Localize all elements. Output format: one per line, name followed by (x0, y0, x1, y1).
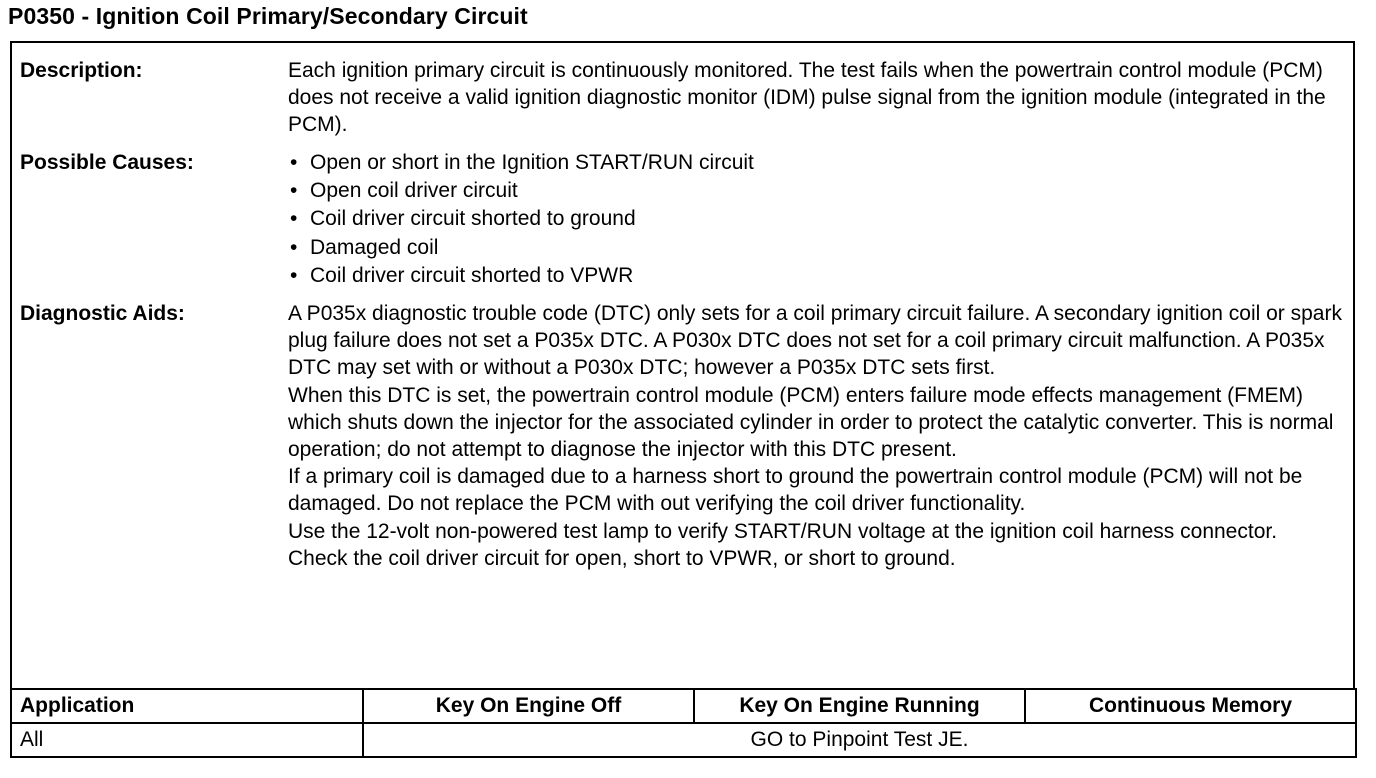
page-title: P0350 - Ignition Coil Primary/Secondary Circuit (8, 3, 528, 29)
list-item (288, 234, 1348, 262)
table-header-row (11, 689, 1356, 723)
column-header-continuous-memory: Continuous Memory (1025, 689, 1356, 723)
table-row (11, 723, 1356, 757)
column-header-koeo: Key On Engine Off (363, 689, 694, 723)
bullet-icon: • (290, 263, 298, 287)
possible-causes-list (288, 149, 1348, 290)
application-cell: All (11, 723, 363, 757)
column-header-koer: Key On Engine Running (694, 689, 1025, 723)
description-label: Description: (20, 59, 143, 82)
action-cell: GO to Pinpoint Test JE. (363, 723, 1356, 757)
description-text (288, 57, 1348, 139)
diagnostic-aids-paragraph: Check the coil driver circuit for open, short to VPWR, or short to ground. (288, 546, 956, 570)
possible-causes-list-wrap (288, 149, 1348, 290)
list-item-text: Open or short in the Ignition START/RUN circuit (310, 151, 754, 174)
bullet-icon: • (290, 235, 298, 259)
bullet-icon: • (290, 151, 298, 174)
diagnostic-aids-paragraph: If a primary coil is damaged due to a harness short to ground the powertrain control module (PCM) will not be damaged. Do not replace the PCM with out verifying the coil driver functionality. (288, 465, 1303, 516)
diagnostic-aids-paragraph: Use the 12-volt non-powered test lamp to verify START/RUN voltage at the ignition coil harness connector. (288, 519, 1278, 543)
column-header-application: Application (11, 689, 363, 723)
list-item-text: Coil driver circuit shorted to ground (310, 207, 636, 231)
list-item-text: Coil driver circuit shorted to VPWR (310, 263, 634, 287)
diagnostic-aids-label: Diagnostic Aids: (20, 302, 185, 325)
application-table (10, 688, 1357, 758)
bullet-icon: • (290, 207, 298, 231)
dtc-info-box (10, 41, 1355, 688)
description-paragraph: Each ignition primary circuit is continuously monitored. The test fails when the powertrain control module (PCM) does not receive a valid ignition diagnostic monitor (IDM) pulse signal from the ignition module (integrated in the PCM). (288, 59, 1326, 137)
list-item-text: Open coil driver circuit (310, 179, 518, 203)
list-item-text: Damaged coil (310, 235, 439, 259)
list-item (288, 149, 1348, 177)
diagnostic-aids-paragraph: When this DTC is set, the powertrain control module (PCM) enters failure mode effects management (FMEM) which shuts down the injector for the associated cylinder in order to protect the catalytic converter. This is normal operation; do not attempt to diagnose the injector with this DTC present. (288, 383, 1334, 462)
list-item (288, 205, 1348, 233)
list-item (288, 262, 1348, 290)
diagnostic-aids-text (288, 300, 1348, 572)
list-item (288, 177, 1348, 205)
possible-causes-label: Possible Causes: (20, 151, 194, 174)
bullet-icon: • (290, 179, 298, 203)
diagnostic-aids-paragraph: A P035x diagnostic trouble code (DTC) only sets for a coil primary circuit failure. A secondary ignition coil or spark plug failure does not set a P035x DTC. A P030x DTC does not set for a coil primary circuit malfunction. A P035x DTC may set with or without a P030x DTC; however a P035x DTC sets first. (288, 302, 1342, 380)
